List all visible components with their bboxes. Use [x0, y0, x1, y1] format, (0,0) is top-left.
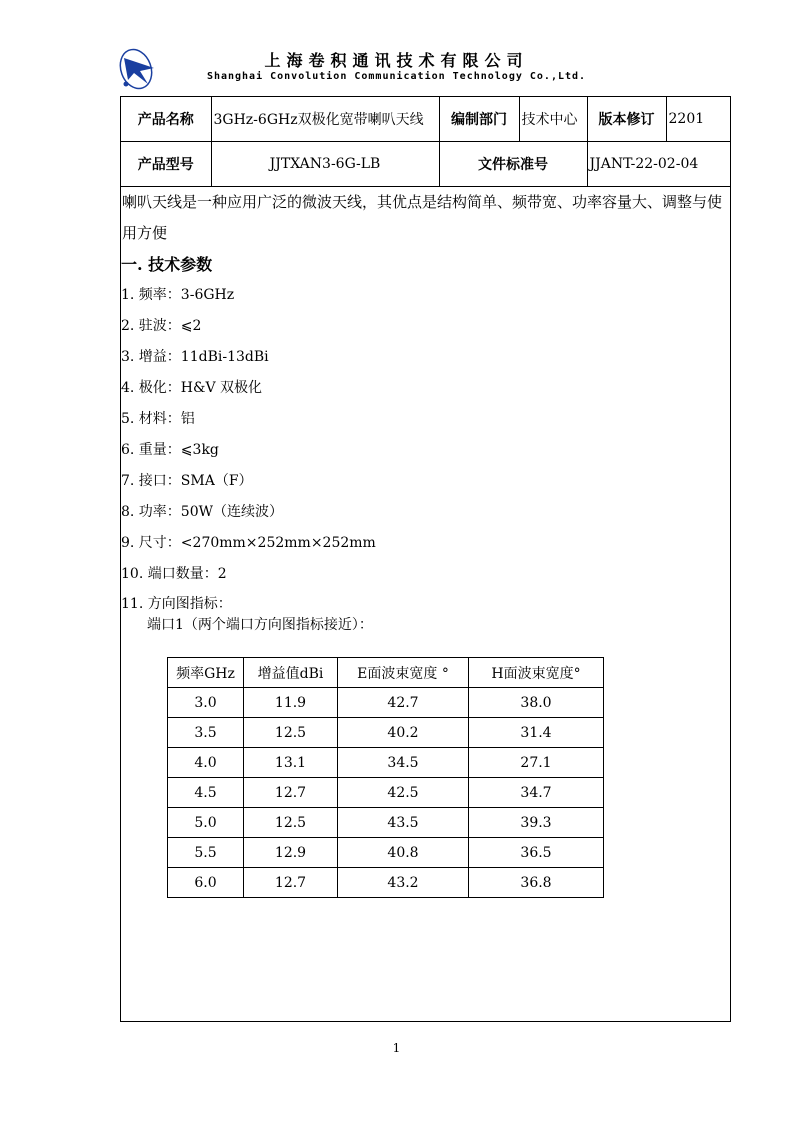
table-row — [168, 688, 604, 718]
spec-item: 7. 接口：SMA（F） — [121, 473, 253, 489]
page-number: 1 — [392, 1041, 401, 1055]
port-note: 端口1（两个端口方向图指标接近）： — [147, 617, 373, 633]
table-cell: 5.0 — [168, 808, 244, 838]
model-value: JJTXAN3-6G-LB — [211, 142, 439, 187]
table-cell: 36.5 — [469, 838, 604, 868]
table-cell: 40.2 — [338, 718, 469, 748]
spec-item: 5. 材料：铝 — [121, 411, 195, 427]
table-cell: 43.5 — [338, 808, 469, 838]
dept-value: 技术中心 — [519, 97, 587, 142]
table-row — [168, 838, 604, 868]
table-cell: 11.9 — [244, 688, 338, 718]
table-cell: 31.4 — [469, 718, 604, 748]
table-cell: 12.9 — [244, 838, 338, 868]
spec-item: 1. 频率：3-6GHz — [121, 287, 235, 303]
product-name-label: 产品名称 — [121, 97, 211, 142]
table-cell: 27.1 — [469, 748, 604, 778]
company-name-cn: 上海卷积通讯技术有限公司 — [264, 51, 529, 70]
table-cell: 40.8 — [338, 838, 469, 868]
table-header-row — [168, 658, 604, 688]
document-frame — [120, 96, 731, 1022]
table-row — [168, 748, 604, 778]
table-cell: 39.3 — [469, 808, 604, 838]
table-row — [168, 868, 604, 898]
header-row-1 — [121, 97, 730, 142]
table-cell: 4.0 — [168, 748, 244, 778]
dept-label: 编制部门 — [439, 97, 519, 142]
company-name-en: Shanghai Convolution Communication Technology Co.,Ltd. — [206, 71, 587, 82]
table-cell: 5.5 — [168, 838, 244, 868]
table-cell: 12.7 — [244, 778, 338, 808]
table-row — [168, 808, 604, 838]
spec-item: 10. 端口数量：2 — [121, 566, 227, 582]
table-cell: 12.5 — [244, 808, 338, 838]
product-name-value: 3GHz-6GHz双极化宽带喇叭天线 — [211, 97, 439, 142]
revision-label: 版本修订 — [587, 97, 666, 142]
table-cell: 3.0 — [168, 688, 244, 718]
table-header-cell: 增益值dBi — [244, 658, 338, 688]
section-title: 一. 技术参数 — [121, 255, 213, 274]
intro-paragraph: 喇叭天线是一种应用广泛的微波天线，其优点是结构简单、频带宽、功率容量大、调整与使用方便 — [122, 193, 723, 242]
table-header-cell: H面波束宽度° — [469, 658, 604, 688]
spec-item: 9. 尺寸：<270mm×252mm×252mm — [121, 535, 376, 551]
header-row-2 — [121, 142, 730, 187]
spec-item: 8. 功率：50W（连续波） — [121, 504, 284, 520]
spec-item: 6. 重量：⩽3kg — [121, 442, 219, 458]
spec-item: 4. 极化：H&V 双极化 — [121, 380, 263, 396]
table-cell: 34.7 — [469, 778, 604, 808]
table-body — [168, 688, 604, 898]
table-row — [168, 778, 604, 808]
table-row — [168, 718, 604, 748]
table-cell: 42.7 — [338, 688, 469, 718]
pattern-table — [167, 657, 604, 898]
pattern-title: 11. 方向图指标： — [121, 596, 232, 612]
table-cell: 12.5 — [244, 718, 338, 748]
table-cell: 4.5 — [168, 778, 244, 808]
table-header-cell: 频率GHz — [168, 658, 244, 688]
doc-no-label: 文件标准号 — [439, 142, 587, 187]
table-cell: 6.0 — [168, 868, 244, 898]
table-header-cell: E面波束宽度 ° — [338, 658, 469, 688]
table-cell: 13.1 — [244, 748, 338, 778]
header-table — [121, 97, 730, 187]
table-cell: 42.5 — [338, 778, 469, 808]
table-cell: 38.0 — [469, 688, 604, 718]
table-cell: 12.7 — [244, 868, 338, 898]
table-cell: 36.8 — [469, 868, 604, 898]
spec-item: 2. 驻波：⩽2 — [121, 318, 202, 334]
document-body — [121, 187, 730, 636]
table-cell: 43.2 — [338, 868, 469, 898]
model-label: 产品型号 — [121, 142, 211, 187]
table-cell: 3.5 — [168, 718, 244, 748]
table-cell: 34.5 — [338, 748, 469, 778]
revision-value: 2201 — [666, 97, 730, 142]
spec-item: 3. 增益：11dBi-13dBi — [121, 349, 269, 365]
doc-no-value: JJANT-22-02-04 — [587, 142, 730, 187]
